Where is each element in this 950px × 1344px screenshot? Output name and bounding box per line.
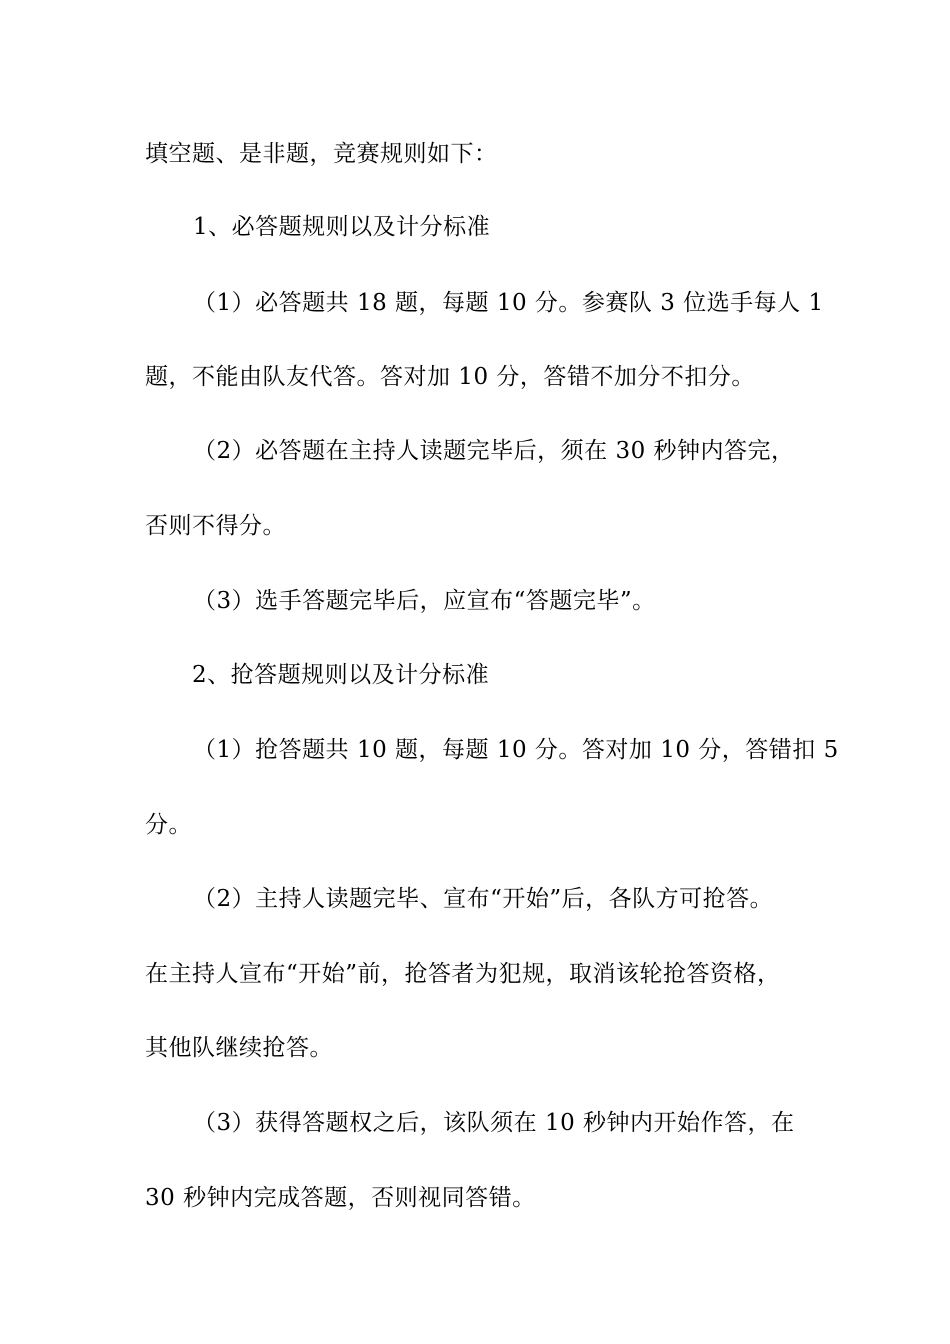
rule-paragraph-line: 在主持人宣布“开始”前，抢答者为犯规，取消该轮抢答资格， <box>145 961 781 987</box>
section-heading-buzzer-questions: 2、抢答题规则以及计分标准 <box>192 662 490 688</box>
rule-paragraph-line: 30 秒钟内完成答题，否则视同答错。 <box>145 1185 536 1211</box>
text-line-intro: 填空题、是非题，竞赛规则如下： <box>145 141 498 167</box>
rule-paragraph-line: （3）获得答题权之后，该队须在 10 秒钟内开始作答，在 <box>193 1110 795 1136</box>
rule-paragraph-line: （2）必答题在主持人读题完毕后，须在 30 秒钟内答完， <box>193 438 795 464</box>
rule-paragraph-line: （2）主持人读题完毕、宣布“开始”后，各队方可抢答。 <box>193 886 774 912</box>
section-heading-required-questions: 1、必答题规则以及计分标准 <box>193 214 491 240</box>
rule-paragraph-line: （1）必答题共 18 题，每题 10 分。参赛队 3 位选手每人 1 <box>193 290 824 316</box>
rule-paragraph-line: 其他队继续抢答。 <box>145 1035 333 1061</box>
rule-paragraph-line: 否则不得分。 <box>145 513 286 539</box>
rule-paragraph-line: （3）选手答题完毕后，应宣布“答题完毕”。 <box>193 588 656 614</box>
rule-paragraph-line: （1）抢答题共 10 题，每题 10 分。答对加 10 分，答错扣 5 <box>193 737 839 763</box>
rule-paragraph-line: 题，不能由队友代答。答对加 10 分，答错不加分不扣分。 <box>145 364 755 390</box>
rule-paragraph-line: 分。 <box>145 812 192 838</box>
